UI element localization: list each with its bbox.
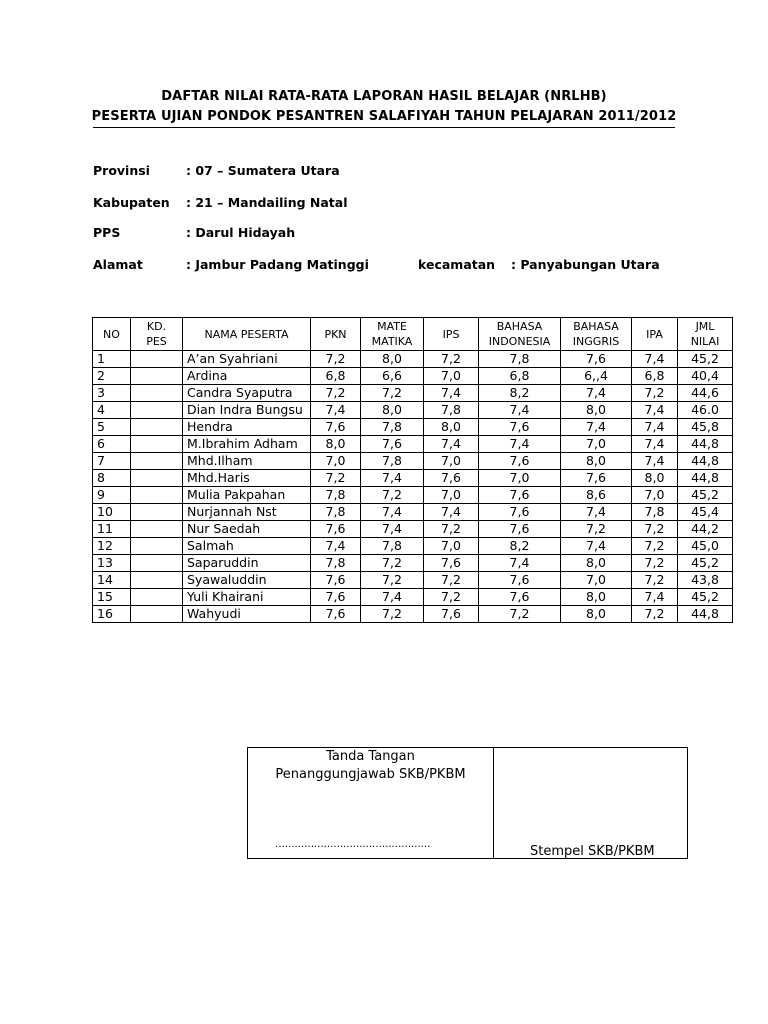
cell-nama-peserta: Dian Indra Bungsu <box>183 402 311 419</box>
cell-kd-pes <box>131 555 183 572</box>
cell-ips: 7,2 <box>424 351 479 368</box>
cell-matematika: 6,6 <box>361 368 424 385</box>
cell-nama-peserta: Candra Syaputra <box>183 385 311 402</box>
cell-ips: 7,2 <box>424 521 479 538</box>
table-row <box>93 402 733 419</box>
cell-kd-pes <box>131 521 183 538</box>
header-text-line: NAMA PESERTA <box>204 327 289 341</box>
cell-nama-peserta: Nurjannah Nst <box>183 504 311 521</box>
cell-matematika: 7,4 <box>361 470 424 487</box>
cell-jml-nilai: 45,8 <box>678 419 733 436</box>
signature-caption-line1: Tanda Tangan <box>326 749 415 764</box>
cell-no: 8 <box>93 470 131 487</box>
cell-no: 16 <box>93 606 131 623</box>
cell-matematika: 7,2 <box>361 487 424 504</box>
cell-pkn: 7,6 <box>311 572 361 589</box>
cell-matematika: 7,8 <box>361 419 424 436</box>
table-row <box>93 572 733 589</box>
cell-pkn: 7,6 <box>311 521 361 538</box>
alamat-value: : Jambur Padang Matinggi <box>186 257 369 272</box>
cell-nama-peserta: Mulia Pakpahan <box>183 487 311 504</box>
cell-kd-pes <box>131 589 183 606</box>
cell-bahasa-indonesia: 6,8 <box>479 368 561 385</box>
header-pkn <box>311 318 361 351</box>
table-header-row <box>93 318 733 351</box>
cell-bahasa-inggris: 8,0 <box>561 402 632 419</box>
cell-bahasa-inggris: 7,4 <box>561 419 632 436</box>
cell-pkn: 7,6 <box>311 606 361 623</box>
header-text-line: NILAI <box>690 335 720 348</box>
header-jml-nilai <box>678 318 733 351</box>
cell-pkn: 7,8 <box>311 504 361 521</box>
document-title-line2: PESERTA UJIAN PONDOK PESANTREN SALAFIYAH TAHUN PELAJARAN 2011/2012 <box>91 109 677 124</box>
cell-jml-nilai: 45,2 <box>678 351 733 368</box>
cell-pkn: 7,2 <box>311 385 361 402</box>
cell-ips: 7,8 <box>424 402 479 419</box>
cell-bahasa-indonesia: 7,4 <box>479 402 561 419</box>
cell-no: 10 <box>93 504 131 521</box>
pps-value: : Darul Hidayah <box>186 225 296 240</box>
header-bahasa-inggris <box>561 318 632 351</box>
cell-no: 6 <box>93 436 131 453</box>
cell-no: 5 <box>93 419 131 436</box>
cell-pkn: 7,4 <box>311 402 361 419</box>
cell-nama-peserta: A’an Syahriani <box>183 351 311 368</box>
cell-bahasa-inggris: 7,4 <box>561 538 632 555</box>
cell-no: 12 <box>93 538 131 555</box>
cell-ipa: 7,4 <box>632 351 678 368</box>
cell-bahasa-inggris: 7,2 <box>561 521 632 538</box>
header-ips <box>424 318 479 351</box>
cell-kd-pes <box>131 538 183 555</box>
cell-ips: 7,6 <box>424 470 479 487</box>
cell-nama-peserta: Ardina <box>183 368 311 385</box>
cell-pkn: 7,8 <box>311 555 361 572</box>
cell-no: 4 <box>93 402 131 419</box>
header-text-line: NO <box>103 327 120 341</box>
header-text-line: INGGRIS <box>572 335 620 348</box>
header-ipa <box>632 318 678 351</box>
header-text-line: IPA <box>646 327 663 341</box>
cell-ips: 7,0 <box>424 487 479 504</box>
provinsi-value: : 07 – Sumatera Utara <box>186 163 340 178</box>
cell-bahasa-inggris: 7,4 <box>561 385 632 402</box>
cell-pkn: 7,0 <box>311 453 361 470</box>
cell-ipa: 7,2 <box>632 385 678 402</box>
title-underline <box>93 127 675 128</box>
table-body <box>93 351 733 623</box>
cell-jml-nilai: 45,2 <box>678 589 733 606</box>
cell-kd-pes <box>131 487 183 504</box>
table-row <box>93 589 733 606</box>
cell-jml-nilai: 44,8 <box>678 470 733 487</box>
cell-pkn: 7,4 <box>311 538 361 555</box>
cell-bahasa-indonesia: 7,0 <box>479 470 561 487</box>
table-row <box>93 453 733 470</box>
cell-ips: 7,2 <box>424 572 479 589</box>
signature-dotted-line: ………………………………………… <box>275 839 431 850</box>
header-text-line: PKN <box>324 327 347 341</box>
cell-bahasa-inggris: 8,0 <box>561 589 632 606</box>
table-row <box>93 385 733 402</box>
cell-bahasa-inggris: 7,0 <box>561 436 632 453</box>
table-row <box>93 555 733 572</box>
header-text-line: PES <box>146 335 167 348</box>
table-row <box>93 368 733 385</box>
cell-nama-peserta: Yuli Khairani <box>183 589 311 606</box>
cell-ips: 7,4 <box>424 385 479 402</box>
header-nama-peserta <box>183 318 311 351</box>
cell-bahasa-indonesia: 7,6 <box>479 521 561 538</box>
cell-ipa: 7,8 <box>632 504 678 521</box>
cell-jml-nilai: 45,2 <box>678 555 733 572</box>
cell-ips: 7,4 <box>424 504 479 521</box>
signature-divider <box>493 748 494 858</box>
alamat-label: Alamat <box>93 257 143 272</box>
cell-pkn: 7,6 <box>311 589 361 606</box>
cell-kd-pes <box>131 453 183 470</box>
cell-bahasa-indonesia: 7,4 <box>479 436 561 453</box>
cell-pkn: 8,0 <box>311 436 361 453</box>
cell-bahasa-indonesia: 7,2 <box>479 606 561 623</box>
cell-ipa: 7,2 <box>632 521 678 538</box>
cell-bahasa-indonesia: 7,8 <box>479 351 561 368</box>
cell-nama-peserta: Mhd.Ilham <box>183 453 311 470</box>
cell-jml-nilai: 45,2 <box>678 487 733 504</box>
cell-no: 3 <box>93 385 131 402</box>
cell-matematika: 8,0 <box>361 351 424 368</box>
cell-jml-nilai: 44,8 <box>678 436 733 453</box>
cell-bahasa-inggris: 7,0 <box>561 572 632 589</box>
cell-ips: 8,0 <box>424 419 479 436</box>
cell-bahasa-indonesia: 7,6 <box>479 504 561 521</box>
table-row <box>93 538 733 555</box>
cell-kd-pes <box>131 504 183 521</box>
cell-kd-pes <box>131 572 183 589</box>
cell-ipa: 7,4 <box>632 419 678 436</box>
cell-ips: 7,0 <box>424 453 479 470</box>
cell-matematika: 7,8 <box>361 538 424 555</box>
cell-kd-pes <box>131 385 183 402</box>
cell-matematika: 8,0 <box>361 402 424 419</box>
cell-ipa: 7,4 <box>632 402 678 419</box>
header-text-line: MATE <box>377 320 407 333</box>
header-text-line: BAHASA <box>496 320 543 333</box>
table-row <box>93 470 733 487</box>
cell-jml-nilai: 46.0 <box>678 402 733 419</box>
header-text-line: INDONESIA <box>488 335 551 348</box>
cell-pkn: 7,6 <box>311 419 361 436</box>
cell-kd-pes <box>131 436 183 453</box>
table-row <box>93 487 733 504</box>
cell-pkn: 7,2 <box>311 470 361 487</box>
cell-ips: 7,2 <box>424 589 479 606</box>
cell-ipa: 7,4 <box>632 453 678 470</box>
cell-bahasa-indonesia: 7,6 <box>479 589 561 606</box>
cell-pkn: 7,8 <box>311 487 361 504</box>
cell-jml-nilai: 44,6 <box>678 385 733 402</box>
cell-bahasa-inggris: 6,,4 <box>561 368 632 385</box>
table-row <box>93 521 733 538</box>
cell-ips: 7,0 <box>424 538 479 555</box>
header-text-line: IPS <box>442 327 460 341</box>
cell-no: 13 <box>93 555 131 572</box>
table-row <box>93 351 733 368</box>
grades-table <box>92 317 733 623</box>
cell-ips: 7,4 <box>424 436 479 453</box>
cell-bahasa-indonesia: 7,4 <box>479 555 561 572</box>
cell-pkn: 7,2 <box>311 351 361 368</box>
cell-kd-pes <box>131 351 183 368</box>
cell-ips: 7,0 <box>424 368 479 385</box>
cell-kd-pes <box>131 470 183 487</box>
header-kd-pes <box>131 318 183 351</box>
cell-no: 9 <box>93 487 131 504</box>
cell-no: 11 <box>93 521 131 538</box>
header-text-line: KD. <box>146 320 167 333</box>
signature-box <box>247 747 688 859</box>
kabupaten-label: Kabupaten <box>93 195 170 210</box>
cell-jml-nilai: 44,2 <box>678 521 733 538</box>
table-row <box>93 436 733 453</box>
stamp-label: Stempel SKB/PKBM <box>530 844 655 859</box>
header-text-line: JML <box>695 320 715 333</box>
table-row <box>93 419 733 436</box>
cell-matematika: 7,4 <box>361 521 424 538</box>
table-row <box>93 504 733 521</box>
cell-ipa: 7,4 <box>632 436 678 453</box>
cell-matematika: 7,4 <box>361 589 424 606</box>
cell-bahasa-inggris: 7,6 <box>561 351 632 368</box>
cell-bahasa-inggris: 8,6 <box>561 487 632 504</box>
cell-matematika: 7,4 <box>361 504 424 521</box>
cell-jml-nilai: 43,8 <box>678 572 733 589</box>
cell-bahasa-inggris: 8,0 <box>561 453 632 470</box>
provinsi-label: Provinsi <box>93 163 150 178</box>
cell-ipa: 7,2 <box>632 555 678 572</box>
cell-ipa: 8,0 <box>632 470 678 487</box>
cell-nama-peserta: Salmah <box>183 538 311 555</box>
cell-kd-pes <box>131 606 183 623</box>
cell-matematika: 7,2 <box>361 606 424 623</box>
document-title-line1: DAFTAR NILAI RATA-RATA LAPORAN HASIL BELAJAR (NRLHB) <box>161 89 607 104</box>
cell-ips: 7,6 <box>424 555 479 572</box>
signature-caption-line2: Penanggungjawab SKB/PKBM <box>275 767 466 782</box>
cell-ipa: 7,2 <box>632 606 678 623</box>
cell-nama-peserta: Nur Saedah <box>183 521 311 538</box>
cell-bahasa-indonesia: 7,6 <box>479 453 561 470</box>
cell-bahasa-inggris: 8,0 <box>561 555 632 572</box>
cell-bahasa-inggris: 8,0 <box>561 606 632 623</box>
kecamatan-label: kecamatan <box>418 257 496 272</box>
cell-no: 2 <box>93 368 131 385</box>
cell-no: 1 <box>93 351 131 368</box>
header-text-line: MATIKA <box>371 335 413 348</box>
cell-no: 7 <box>93 453 131 470</box>
cell-bahasa-indonesia: 7,6 <box>479 572 561 589</box>
cell-matematika: 7,8 <box>361 453 424 470</box>
cell-ipa: 7,0 <box>632 487 678 504</box>
cell-nama-peserta: Wahyudi <box>183 606 311 623</box>
cell-matematika: 7,2 <box>361 555 424 572</box>
cell-no: 14 <box>93 572 131 589</box>
cell-matematika: 7,2 <box>361 385 424 402</box>
cell-ipa: 6,8 <box>632 368 678 385</box>
header-no <box>93 318 131 351</box>
kecamatan-value: : Panyabungan Utara <box>511 257 660 272</box>
cell-jml-nilai: 45,4 <box>678 504 733 521</box>
cell-jml-nilai: 40,4 <box>678 368 733 385</box>
cell-nama-peserta: Saparuddin <box>183 555 311 572</box>
cell-jml-nilai: 44,8 <box>678 606 733 623</box>
cell-pkn: 6,8 <box>311 368 361 385</box>
cell-bahasa-indonesia: 8,2 <box>479 385 561 402</box>
cell-no: 15 <box>93 589 131 606</box>
cell-matematika: 7,6 <box>361 436 424 453</box>
cell-bahasa-inggris: 7,6 <box>561 470 632 487</box>
cell-nama-peserta: Syawaluddin <box>183 572 311 589</box>
cell-ips: 7,6 <box>424 606 479 623</box>
cell-jml-nilai: 44,8 <box>678 453 733 470</box>
cell-ipa: 7,4 <box>632 589 678 606</box>
cell-jml-nilai: 45,0 <box>678 538 733 555</box>
kabupaten-value: : 21 – Mandailing Natal <box>186 195 348 210</box>
header-text-line: BAHASA <box>573 320 619 333</box>
cell-bahasa-indonesia: 8,2 <box>479 538 561 555</box>
table-row <box>93 606 733 623</box>
cell-nama-peserta: Mhd.Haris <box>183 470 311 487</box>
cell-nama-peserta: M.Ibrahim Adham <box>183 436 311 453</box>
pps-label: PPS <box>93 225 121 240</box>
cell-kd-pes <box>131 368 183 385</box>
cell-bahasa-inggris: 7,4 <box>561 504 632 521</box>
cell-bahasa-indonesia: 7,6 <box>479 487 561 504</box>
cell-kd-pes <box>131 419 183 436</box>
cell-ipa: 7,2 <box>632 538 678 555</box>
header-bahasa-indonesia <box>479 318 561 351</box>
cell-bahasa-indonesia: 7,6 <box>479 419 561 436</box>
cell-kd-pes <box>131 402 183 419</box>
cell-ipa: 7,2 <box>632 572 678 589</box>
cell-matematika: 7,2 <box>361 572 424 589</box>
header-matematika <box>361 318 424 351</box>
cell-nama-peserta: Hendra <box>183 419 311 436</box>
